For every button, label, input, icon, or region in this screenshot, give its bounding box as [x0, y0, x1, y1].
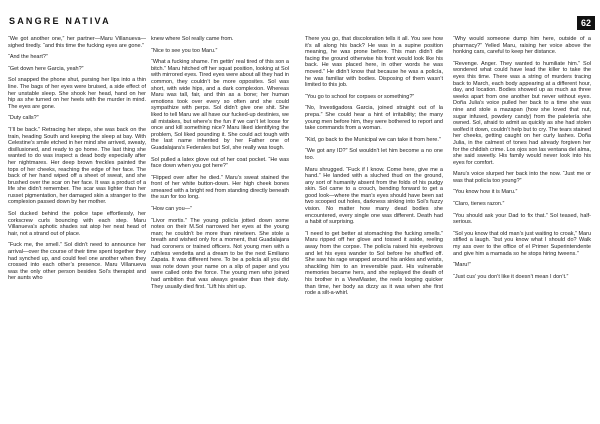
- body-paragraph: Sol snapped the phone shut, pursing her lips into a thin line. The bags of her eyes were bruised, a side effect of her unstable sleep. She shook her head, hand on her hip as she turned on her heels with the murder in mind. The eyes are gone.: [8, 77, 146, 110]
- body-paragraph: “Claro, tienes razon.”: [453, 201, 505, 208]
- body-paragraph: Maru shrugged. “Fuck if I know. Come here, give me a hand.” He landed with a sluched thud on the ground, any sort of humanity absent from the folds of his pudgy skin. Sol came to a crouch, bending forward to get a good look—where the man’s eyes should have been sat two scooped out holes, darkness sinking into Sol’s fuzzy vision. No matter how many dead bodies she encountered, every single one was different. Death had a habit of surprising.: [305, 166, 443, 226]
- body-paragraph: “Why would someone dump him here, outside of a pharmacy?” Yelled Maru, raising her voice above the honking cars, careful to keep her distance.: [453, 36, 591, 56]
- text-column-4: [453, 36, 591, 420]
- text-column-2: [151, 36, 289, 420]
- body-paragraph: Maru’s voice slurped her back into the now. “Just me or was that policía too young?”: [453, 171, 591, 184]
- body-paragraph: “Livor mortis.” The young policía jotted down some notes on their M.Sol narrowed her eyes at the young man; he couldn’t be more than nineteen. She stole a breath and wished only for a moment, that Guadalajara had coroners or trained officers. Not young men with a ruthless vendetta and a dream to be the next Emiliano Zapata. It was different here. To be a policía all you did was note down your name on a slip of paper and you were called onto the force. The young men who joined had ambition that was always greater than their duty. They usually died first. “Lift his shirt up.: [151, 217, 289, 290]
- body-paragraph: “Fuck me, the smell.” Sol didn’t need to announce her arrival—over the course of their time spent together they had synched up, and could feel one another when they crossed into each other’s presence. Maru Villanueva was the only other person besides Sol’s therapist and her aunts who: [8, 242, 146, 282]
- body-paragraph: “How can you—”: [151, 206, 192, 213]
- page-header: [0, 0, 600, 36]
- body-paragraph: “We got any ID?” Sol wouldn’t let him become a no one too.: [305, 148, 443, 161]
- body-paragraph: “What a fucking shame. I’m gettin’ real tired of this son a bitch.” Maru hitched off her squat position, looking at Sol with mirrored eyes. Tired eyes were about all they had in common, they couldn’t be more opposites. Sol was short, with wide hips, and a dark complexion. Whereas Maru was tall, fair, and thin as a bone; her human emotions took over every so often and she could sympathize with perps. Sol didn’t give one shit. She liked to tell Maru we all have our fucked-up destinies, we all mistakes, but where’s the fun if we can’t let loose for once and kill something nice? Maru liked identifying the problem, Sol liked pounding it. She could act tough with the last name inherited by her Father one of Guadalajara’s Federales but Sol, she really was tough.: [151, 59, 289, 151]
- body-paragraph: “You know how it is Maru.”: [453, 189, 518, 196]
- body-paragraph: “And the heart?”: [8, 54, 48, 61]
- body-paragraph: “You go to school for corpses or something?”: [305, 93, 415, 100]
- body-paragraph: “Duty calls?”: [8, 115, 39, 122]
- body-paragraph: “Get down here Garcia, yeah?”: [8, 65, 84, 72]
- text-column-1: [8, 36, 146, 420]
- body-paragraph: “Flipped over after he died.” Maru’s sweat stained the front of her white button-down. Her high cheek bones smeared with a bright red from standing directly beneath the sun for too long.: [151, 174, 289, 201]
- body-paragraph: “I need to get better at stomaching the fucking smells.” Maru ripped off her glove and tossed it aside, reeling away from the corpse. The policía raised his eyebrows and let his eyes wander to Sol before he shuffled off. She saw his rage wrapped around his ankles and wrists, shackling him to an irreversible past. His vulnerable memories became hers, and she replayed the death of his brother in a ViewMaster, the reels looping quicker than time, her body as dizzy as it was when she first rode a silt-a-whirl.: [305, 230, 443, 297]
- body-paragraph: “You should ask your Dad to fix that.” Sol teased, half-serious.: [453, 212, 591, 226]
- body-paragraph: There you go, that discoloration tells it all. You see how it’s all along his back? He was in a supine position meaning, he was prone before. This man didn’t die facing the ground otherwise his front would look like his back. He was placed here, in other words he was moved.” He didn’t know that because he was a policía, he was familiar with bodies. Disposing of them wasn’t limited to this job.: [305, 36, 443, 89]
- body-paragraph: “Sol you know that old man’s just waiting to croak,” Maru stifled a laugh. “but you know what I should do? Walk my ass over to the office of el Primer Superintendente and give him a mamada so he stops hiring tweens.”: [453, 230, 591, 257]
- body-paragraph: “No, Investigadora Garcia, joined straight out of la prepa.” She could hear a hint of irritability; the many young men before him, they were bothered to report and take commands from a woman.: [305, 105, 443, 132]
- body-paragraph: “Kid, go back to the Municipal we can take it from here.”: [305, 136, 441, 143]
- body-paragraph: “Just cus’ you don’t like it doesn’t mean I don’t.”: [453, 273, 569, 280]
- body-paragraph: “Maru!”: [453, 262, 471, 269]
- page-number-badge: 62: [577, 16, 595, 30]
- body-paragraph: Sol pulled a latex glove out of her coat pocket. “He was face down when you got here?”: [151, 156, 289, 170]
- body-paragraph: “I’ll be back.” Retracing her steps, she was back on the train, heading South and keeping the sleep at bay. With Celestine’s smile etched in her mind she arrived, sweaty, disillusioned, and ready to go home. The last thing she wanted to do was inspect a dead body especially after her nightmares. Her deep brown freckles painted the tops of her cheeks, reaching the edge of her face. The back of her hand wiped off a sheet of sweat, and she brushed over the scar on her face. It was a product of a life she didn’t remember. The scar was lighter than her russet pigmentation, her damaged skin a stranger to the complexion passed down by her mother.: [8, 126, 146, 206]
- body-paragraph: “Revenge. Anger. They wanted to humiliate him.” Sol wondered what could have lead the killer to take the eyes this time. There was a string of murders tracing back to March, each body appearing at a different hour, day, and location. Bodies showed up as much as three weeks apart from one another but never without eyes. Doña Julia’s voice pulled her back to a time she was nine and stole a mazapan (how she loved that nut, sugar infused, powdery candy) from the paletería she owned. Sol, afraid to admit as quickly as she had stolen wolfed it down, couldn’t help but to cry. The tears stained her cheeks, getting caught on her curly lashes. Doña Julia, in the calmest of tones had already forgiven her for the childish crime. Los ojos son las ventana del alma, she said sweetly. His family would never look into his eyes for comfort.: [453, 60, 591, 166]
- text-column-3: [305, 36, 443, 420]
- body-paragraph: Sol ducked behind the police tape effortlessly, her corkscrew curls bouncing with each step. Maru Villanueva’s aphotic shades sat atop her neat head of hair, not a strand out of place.: [8, 211, 146, 237]
- body-paragraph: knew where Sol really came from.: [151, 36, 234, 42]
- magazine-title: SANGRE NATIVA: [9, 16, 111, 26]
- body-paragraph: “Nice to see you too Maru.”: [151, 47, 218, 54]
- body-paragraph: “We got another one,” her partner—Maru Villanueva—sighed tiredly. “and this time the fucking eyes are gone.”: [8, 36, 146, 49]
